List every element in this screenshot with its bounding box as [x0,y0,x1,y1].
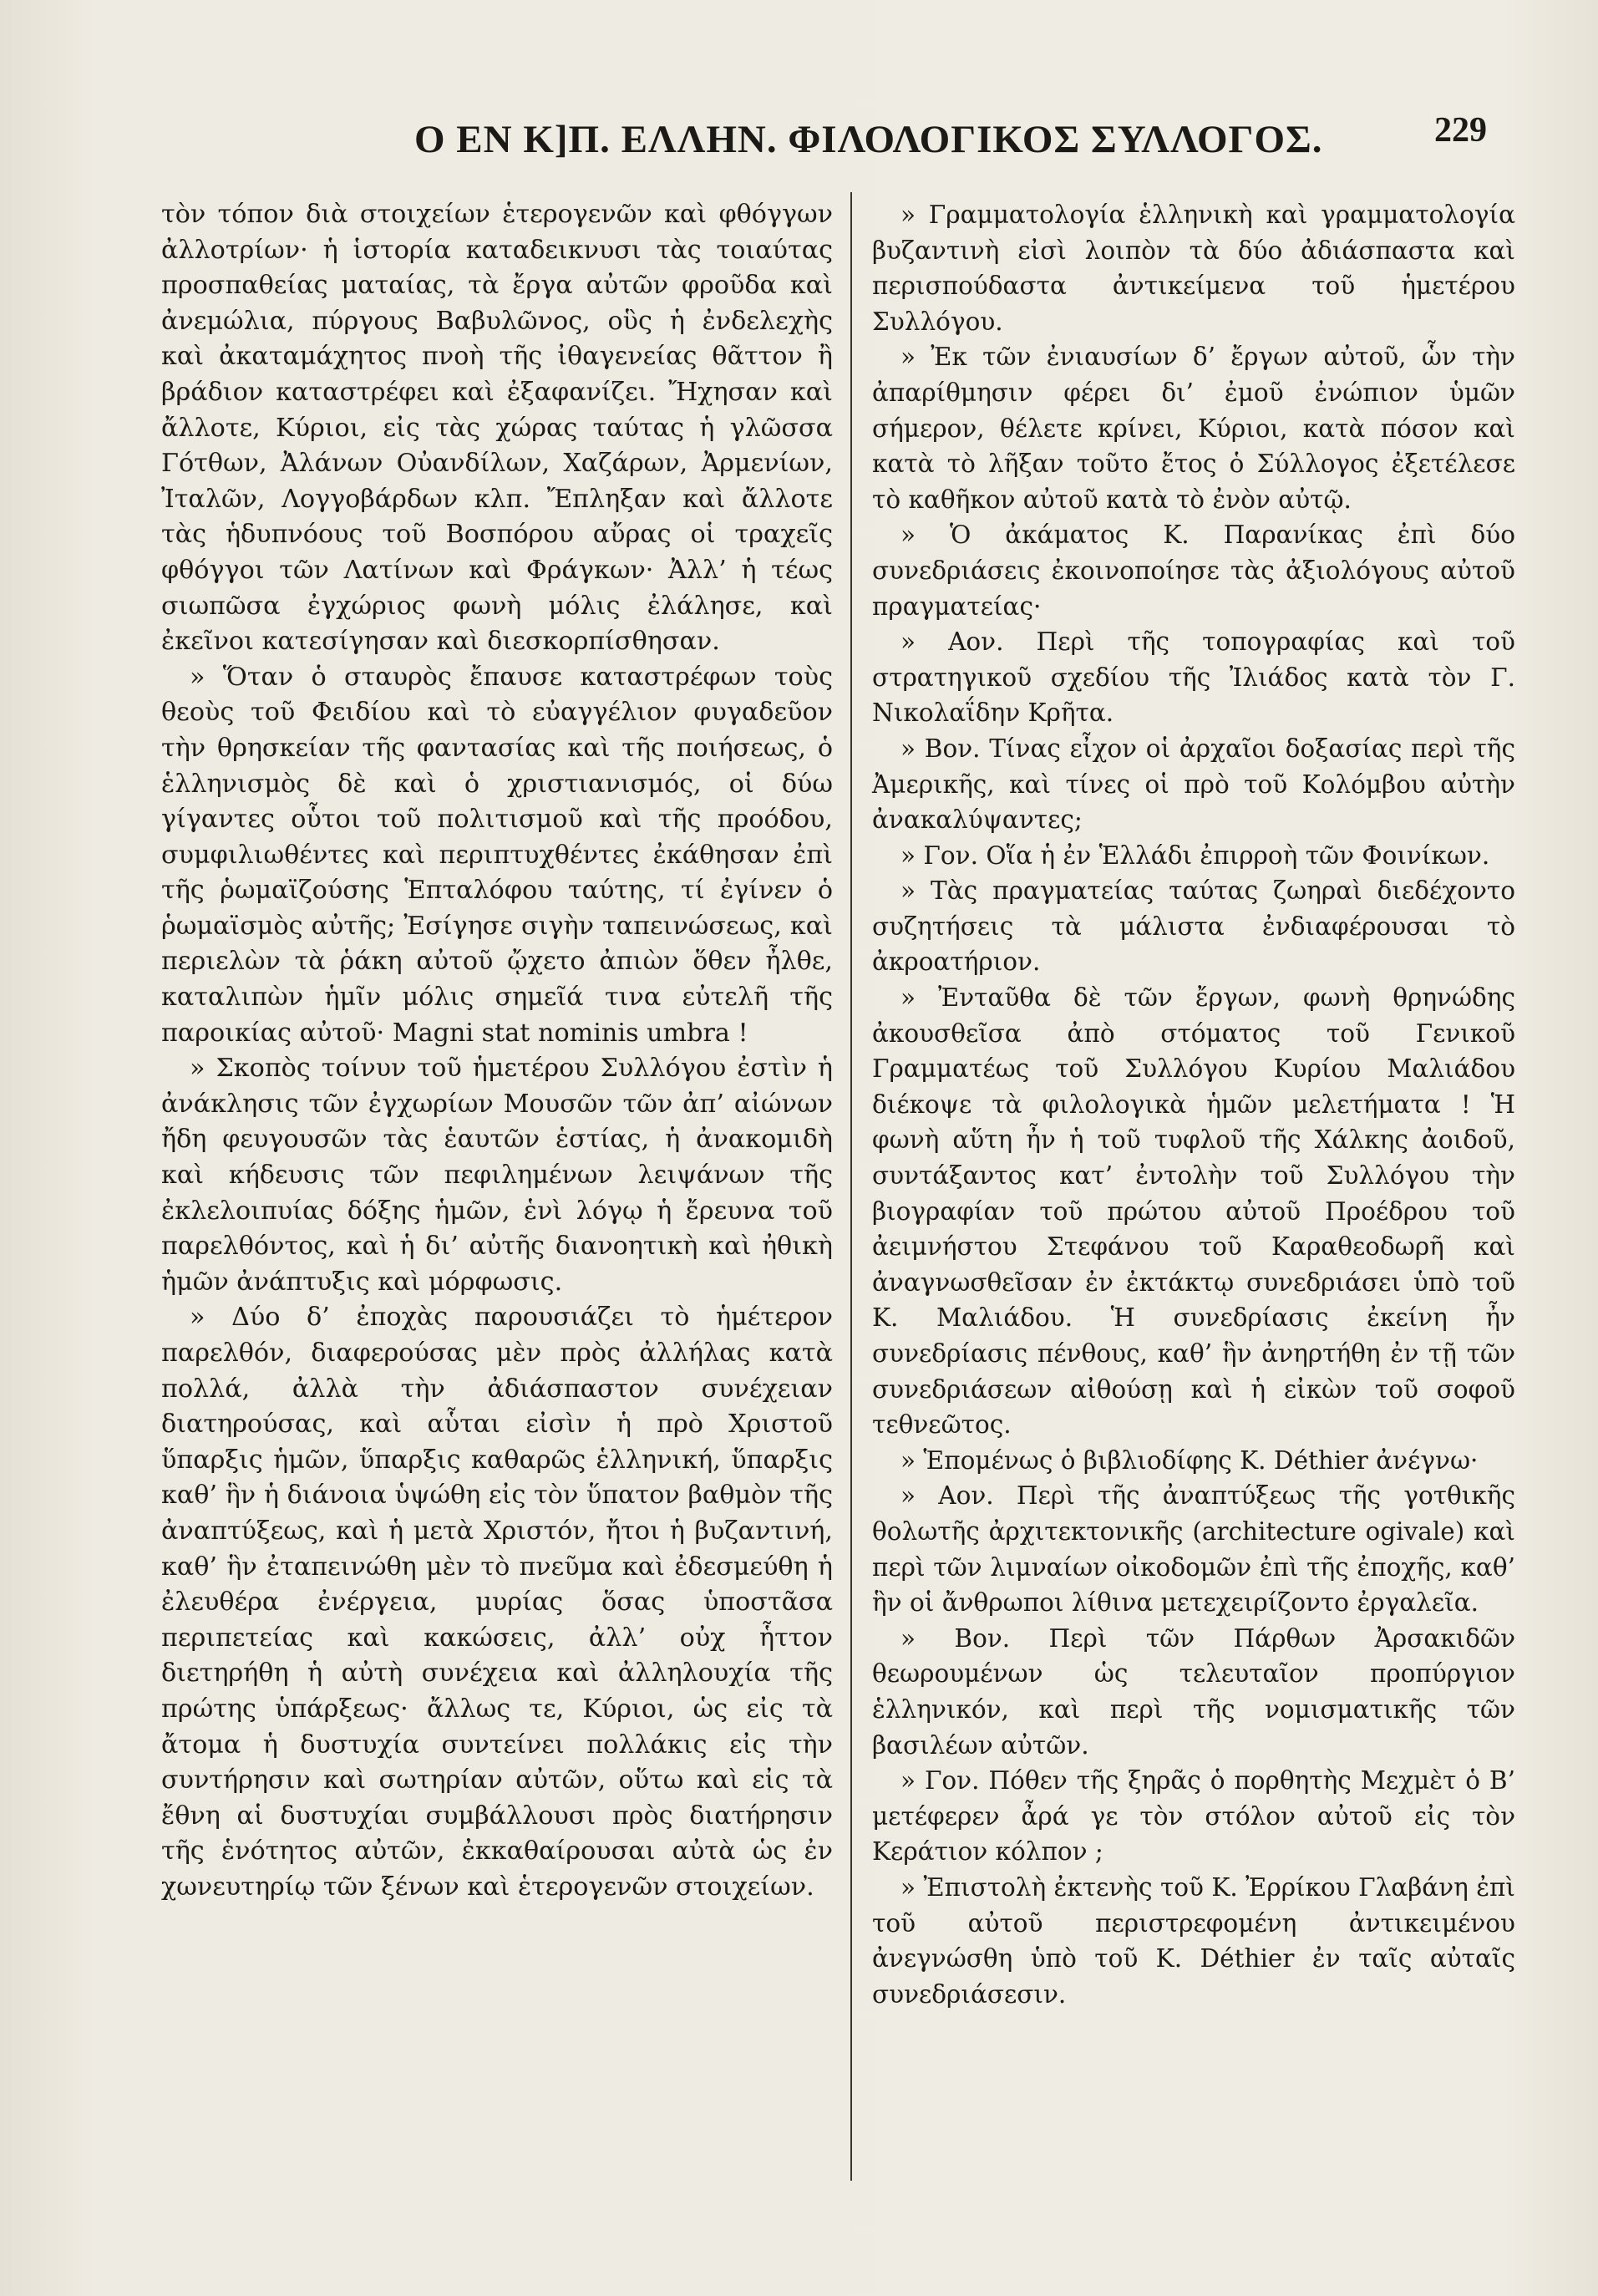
left-column [161,197,833,1906]
paragraph: » Ἐπιστολὴ ἐκτενὴς τοῦ Κ. Ἐρρίκου Γλαβάνη ἐπὶ τοῦ αὐτοῦ περιστρεφομένη ἀντικειμένου ἀνεγνώσθη ὑπὸ τοῦ Κ. Déthier ἐν ταῖς αὐταῖς συνεδριάσεσιν. [872,1872,1515,2009]
paragraph: » Βον. Τίνας εἶχον οἱ ἀρχαῖοι δοξασίας περὶ τῆς Ἀμερικῆς, καὶ τίνες οἱ πρὸ τοῦ Κολόμβου αὐτὴν ἀνακαλύψαντες; [872,734,1515,835]
paragraph: » Αον. Περὶ τῆς τοπογραφίας καὶ τοῦ στρατηγικοῦ σχεδίου τῆς Ἰλιάδος κατὰ τὸν Γ. Νικολαΐδην Κρῆτα. [872,627,1515,728]
paragraph: » Ὅταν ὁ σταυρὸς ἔπαυσε καταστρέφων τοὺς θεοὺς τοῦ Φειδίου καὶ τὸ εὐαγγέλιον φυγαδεῦον τὴν θρησκείαν τῆς φαντασίας καὶ τῆς ποιήσεως, ὁ ἑλληνισμὸς δὲ καὶ ὁ χριστιανισμός, οἱ δύω γίγαντες οὗτοι τοῦ πολιτισμοῦ καὶ τῆς προόδου, συμφιλιωθέντες καὶ περιπτυχθέντες ἐκάθησαν ἐπὶ τῆς ῥωμαϊζούσης Ἑπταλόφου ταύτης, τί ἐγίνεν ὁ ῥωμαϊσμὸς αὐτῆς; Ἐσίγησε σιγὴν ταπεινώσεως, καὶ περιελὼν τὰ ῥάκη αὐτοῦ ᾤχετο ἀπιὼν ὅθεν ἦλθε, καταλιπὼν ἡμῖν μόλις σημεῖά τινα εὐτελῆ τῆς παροικίας αὐτοῦ· Magni stat nominis umbra ! [161,662,833,1048]
paragraph: » Ἐκ τῶν ἐνιαυσίων δ’ ἔργων αὐτοῦ, ὧν τὴν ἀπαρίθμησιν φέρει δι’ ἐμοῦ ἐνώπιον ὑμῶν σήμερον, θέλετε κρίνει, Κύριοι, κατὰ πόσον καὶ κατὰ τὸ λῆξαν τοῦτο ἔτος ὁ Σύλλογος ἐξετέλεσε τὸ καθῆκον αὐτοῦ κατὰ τὸ ἐνὸν αὐτῷ. [872,343,1515,514]
paragraph: » Αον. Περὶ τῆς ἀναπτύξεως τῆς γοτθικῆς θολωτῆς ἀρχιτεκτονικῆς (architecture ogivale) καὶ περὶ τῶν λιμναίων οἰκοδομῶν ἐπὶ τῆς ἐποχῆς, καθ’ ἣν οἱ ἄνθρωποι λίθινα μετεχειρίζοντο ἐργαλεῖα. [872,1481,1515,1618]
page-number: 229 [1434,111,1487,150]
running-title: Ο ΕΝ Κ]Π. ΕΛΛΗΝ. ΦΙΛΟΛΟΓΙΚΟΣ ΣΥΛΛΟΓΟΣ. [414,118,1323,161]
paragraph: » Ὁ ἀκάματος Κ. Παρανίκας ἐπὶ δύο συνεδριάσεις ἐκοινοποίησε τὰς ἀξιολόγους αὐτοῦ πραγματείας· [872,521,1515,621]
paragraph: » Γον. Οἵα ἡ ἐν Ἑλλάδι ἐπιρροὴ τῶν Φοινίκων. [900,841,1490,870]
paragraph: » Τὰς πραγματείας ταύτας ζωηραὶ διεδέχοντο συζητήσεις τὰ μάλιστα ἐνδιαφέρουσαι τὸ ἀκροατήριον. [872,876,1515,977]
paragraph: » Γραμματολογία ἑλληνικὴ καὶ γραμματολογία βυζαντινὴ εἰσὶ λοιπὸν τὰ δύο ἀδιάσπαστα καὶ περισπούδαστα ἀντικείμενα τοῦ ἡμετέρου Συλλόγου. [872,201,1515,336]
paragraph: » Δύο δ’ ἐποχὰς παρουσιάζει τὸ ἡμέτερον παρελθόν, διαφερούσας μὲν πρὸς ἀλλήλας κατὰ πολλά, ἀλλὰ τὴν ἀδιάσπαστον συνέχειαν διατηρούσας, καὶ αὗται εἰσὶν ἡ πρὸ Χριστοῦ ὕπαρξις ἡμῶν, ὕπαρξις καθαρῶς ἑλληνική, ὕπαρξις καθ’ ἣν ἡ διάνοια ὑψώθη εἰς τὸν ὕπατον βαθμὸν τῆς ἀναπτύξεως, καὶ ἡ μετὰ Χριστόν, ἤτοι ἡ βυζαντινή, καθ’ ἣν ἐταπεινώθη μὲν τὸ πνεῦμα καὶ ἐδεσμεύθη ἡ ἐλευθέρα ἐνέργεια, μυρίας ὅσας ὑποστᾶσα περιπετείας καὶ κακώσεις, ἀλλ’ οὐχ ἧττον διετηρήθη ἡ αὐτὴ συνέχεια καὶ ἀλληλουχία τῆς πρώτης ὑπάρξεως· ἄλλως τε, Κύριοι, ὡς εἰς τὰ ἄτομα ἡ δυστυχία συντείνει πολλάκις εἰς τὴν συντήρησιν καὶ σωτηρίαν αὐτῶν, οὕτω καὶ εἰς τὰ ἔθνη αἱ δυστυχίαι συμβάλλουσι πρὸς διατήρησιν τῆς ἑνότητος αὐτῶν, ἐκκαθαίρουσαι αὐτὰ ὡς ἐν χωνευτηρίῳ τῶν ξένων καὶ ἑτερογενῶν στοιχείων. [161,1303,833,1902]
column-divider [850,192,852,2181]
paragraph: τὸν τόπον διὰ στοιχείων ἑτερογενῶν καὶ φθόγγων ἀλλοτρίων· ἡ ἱστορία καταδεικνυσι τὰς τοιαύτας προσπαθείας ματαίας, τὰ ἔργα αὐτῶν φροῦδα καὶ ἀνεμώλια, πύργους Βαβυλῶνος, οὓς ἡ ἐνδελεχὴς καὶ ἀκαταμάχητος πνοὴ τῆς ἰθαγενείας θᾶττον ἢ βράδιον καταστρέφει καὶ ἐξαφανίζει. Ἤχησαν καὶ ἄλλοτε, Κύριοι, εἰς τὰς χώρας ταύτας ἡ γλῶσσα Γότθων, Ἀλάνων Οὐανδίλων, Χαζάρων, Ἀρμενίων, Ἰταλῶν, Λογγοβάρδων κλπ. Ἔπληξαν καὶ ἄλλοτε τὰς ἡδυπνόους τοῦ Βοσπόρου αὔρας οἱ τραχεῖς φθόγγοι τῶν Λατίνων καὶ Φράγκων· Ἀλλ’ ἡ τέως σιωπῶσα ἐγχώριος φωνὴ μόλις ἐλάλησε, καὶ ἐκεῖνοι κατεσίγησαν καὶ διεσκορπίσθησαν. [161,200,833,657]
paragraph: » Γον. Πόθεν τῆς ξηρᾶς ὁ πορθητὴς Μεχμὲτ ὁ Β’ μετέφερεν ἆρά γε τὸν στόλον αὐτοῦ εἰς τὸν Κεράτιον κόλπον ; [872,1766,1515,1867]
paragraph: » Σκοπὸς τοίνυν τοῦ ἡμετέρου Συλλόγου ἐστὶν ἡ ἀνάκλησις τῶν ἐγχωρίων Μουσῶν τῶν ἀπ’ αἰώνων ἤδη φευγουσῶν τὰς ἑαυτῶν ἑστίας, ἡ ἀνακομιδὴ καὶ κήδευσις τῶν πεφιλημένων λειψάνων τῆς ἐκλελοιπυίας δόξης ἡμῶν, ἑνὶ λόγῳ ἡ ἔρευνα τοῦ παρελθόντος, καὶ ἡ δι’ αὐτῆς διανοητικὴ καὶ ἠθικὴ ἡμῶν ἀνάπτυξις καὶ μόρφωσις. [161,1054,833,1297]
paragraph: » Ἐνταῦθα δὲ τῶν ἔργων, φωνὴ θρηνώδης ἀκουσθεῖσα ἀπὸ στόματος τοῦ Γενικοῦ Γραμματέως τοῦ Συλλόγου Κυρίου Μαλιάδου διέκοψε τὰ φιλολογικὰ ἡμῶν μελετήματα ! Ἡ φωνὴ αὕτη ἦν ἡ τοῦ τυφλοῦ τῆς Χάλκης ἀοιδοῦ, συντάξαντος κατ’ ἐντολὴν τοῦ Συλλόγου τὴν βιογραφίαν τοῦ πρώτου αὐτοῦ Προέδρου τοῦ ἀειμνήστου Στεφάνου τοῦ Καραθεοδωρῆ καὶ ἀναγνωσθεῖσαν ἐν ἐκτάκτῳ συνεδριάσει ὑπὸ τοῦ Κ. Μαλιάδου. Ἡ συνεδρίασις ἐκείνη ἦν συνεδρίασις πένθους, καθ’ ἣν ἀνηρτήθη ἐν τῇ τῶν συνεδριάσεων αἰθούσῃ καὶ ἡ εἰκὼν τοῦ σοφοῦ τεθνεῶτος. [872,983,1515,1440]
paragraph: » Βον. Περὶ τῶν Πάρθων Ἀρσακιδῶν θεωρουμένων ὡς τελευταῖον προπύργιον ἑλληνικόν, καὶ περὶ τῆς νομισματικῆς τῶν βασιλέων αὐτῶν. [872,1623,1515,1760]
paragraph: » Ἑπομένως ὁ βιβλιοδίφης Κ. Déthier ἀνέγνω· [900,1445,1479,1475]
right-column [872,197,1515,2012]
page-header [167,100,1520,167]
